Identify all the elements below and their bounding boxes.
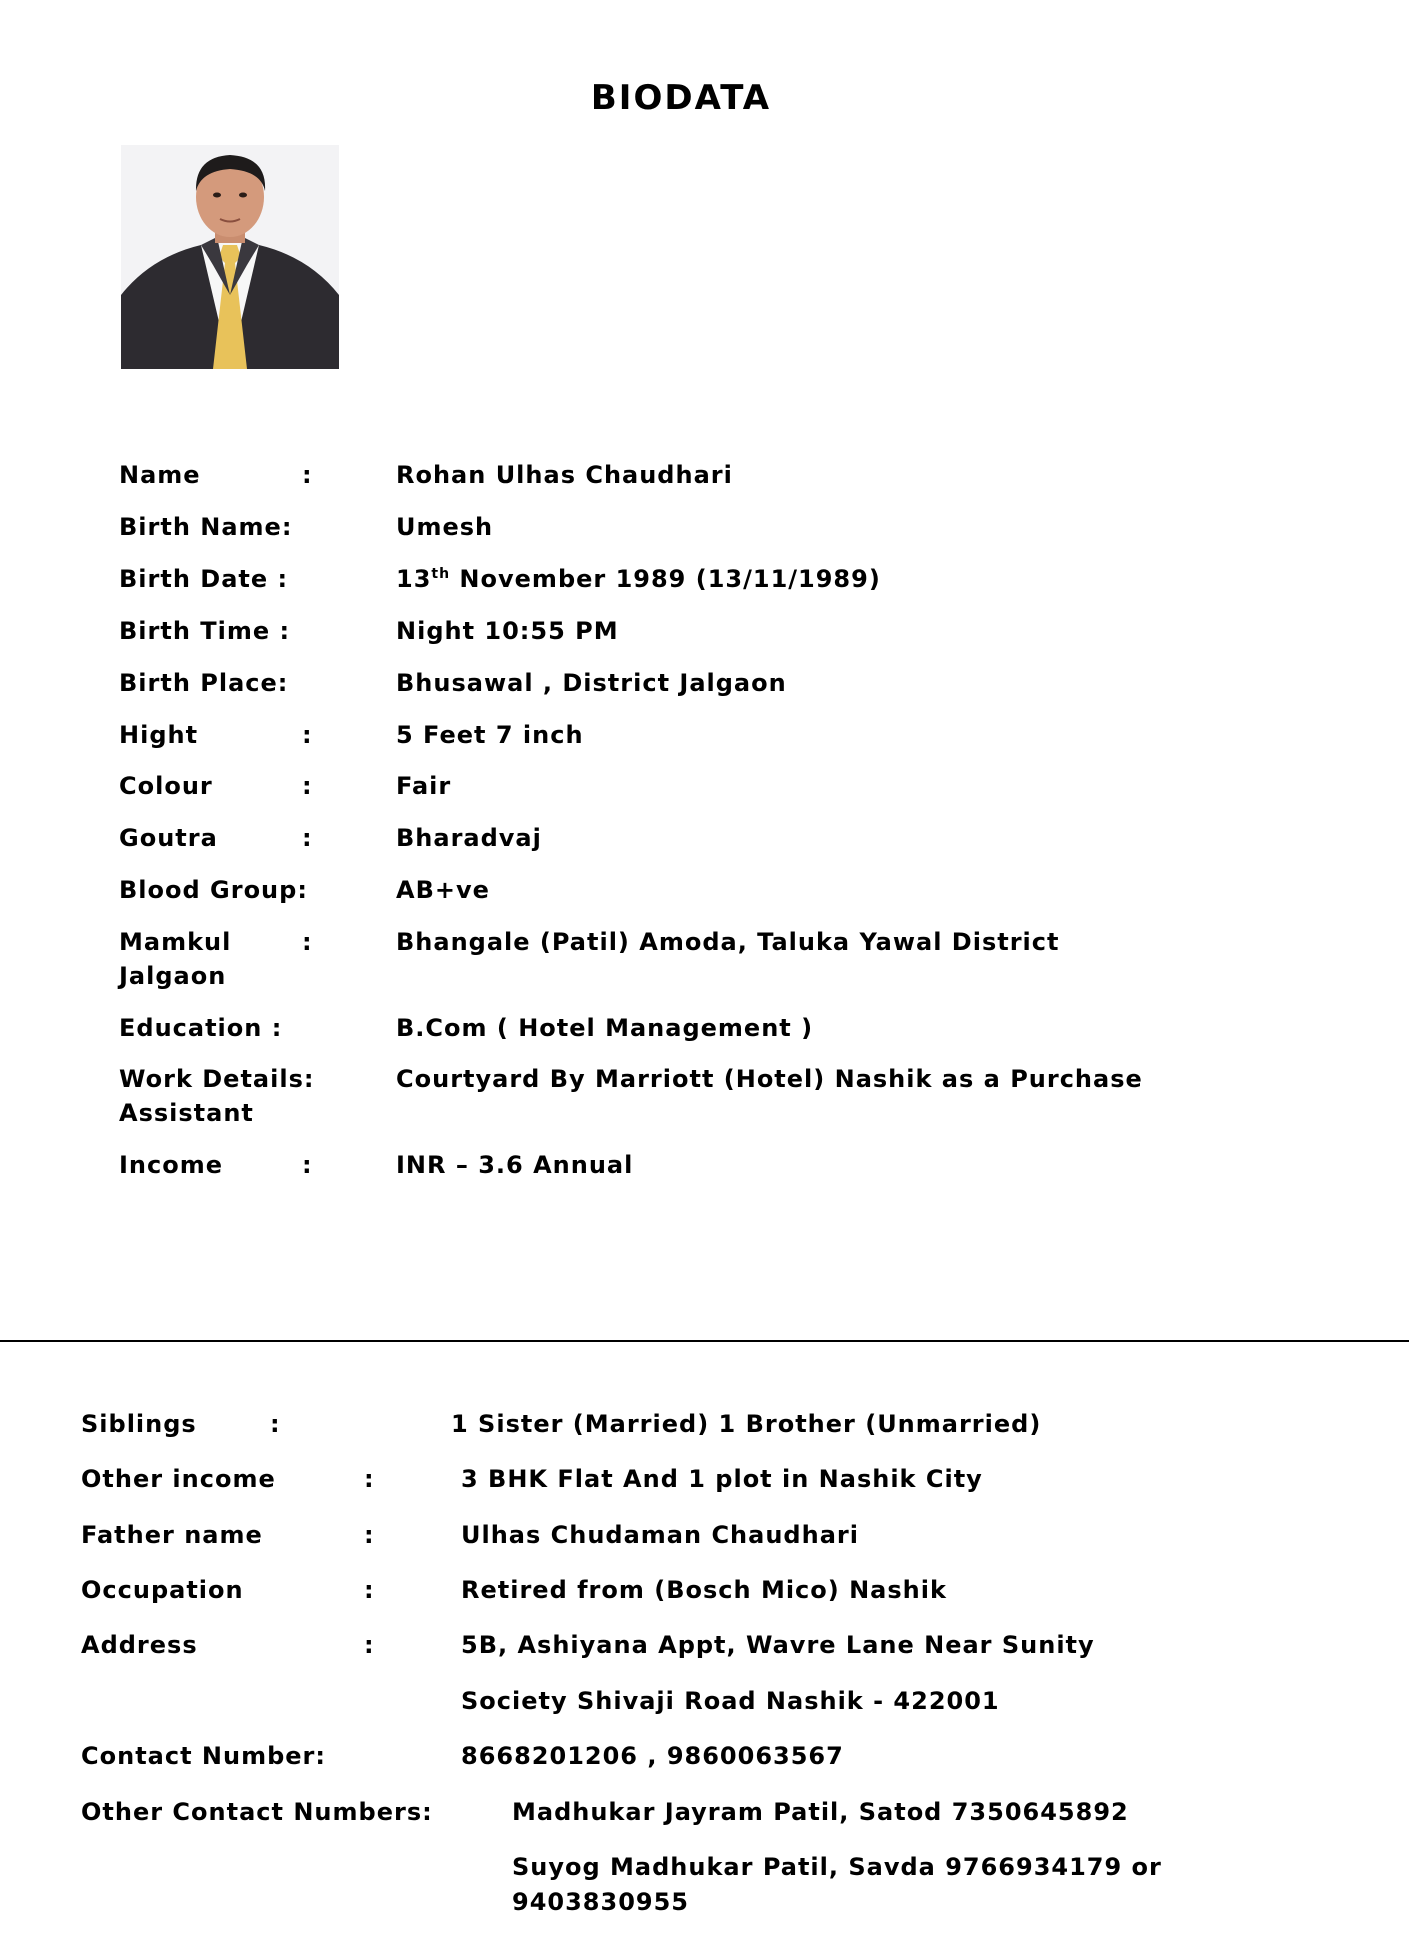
work-details-label: Work Details: bbox=[119, 1065, 315, 1093]
income-label: Income bbox=[119, 1151, 224, 1179]
education-value: B.Com ( Hotel Management ) bbox=[396, 1014, 814, 1042]
blood-group-value: AB+ve bbox=[396, 876, 490, 904]
income-colon: : bbox=[302, 1151, 313, 1179]
income-value: INR – 3.6 Annual bbox=[396, 1151, 634, 1179]
address-line1: 5B, Ashiyana Appt, Wavre Lane Near Sunity bbox=[461, 1631, 1095, 1659]
birth-date-rest: November 1989 (13/11/1989) bbox=[450, 565, 881, 593]
section-divider bbox=[0, 1340, 1409, 1342]
birth-place-value: Bhusawal , District Jalgaon bbox=[396, 669, 787, 697]
other-contacts-label: Other Contact Numbers: bbox=[81, 1798, 433, 1826]
father-name-colon: : bbox=[364, 1521, 375, 1549]
goutra-value: Bharadvaj bbox=[396, 824, 542, 852]
mamkul-colon: : bbox=[302, 928, 313, 956]
work-details-value: Courtyard By Marriott (Hotel) Nashik as a Purchase bbox=[396, 1065, 1143, 1093]
occupation-value: Retired from (Bosch Mico) Nashik bbox=[461, 1576, 947, 1604]
goutra-label: Goutra bbox=[119, 824, 218, 852]
profile-photo bbox=[121, 145, 339, 369]
colour-value: Fair bbox=[396, 772, 452, 800]
birth-date-value bbox=[396, 562, 881, 596]
name-label: Name bbox=[119, 461, 201, 489]
work-details-continuation: Assistant bbox=[119, 1099, 254, 1127]
other-income-value: 3 BHK Flat And 1 plot in Nashik City bbox=[461, 1465, 983, 1493]
birth-date-day: 13 bbox=[396, 565, 432, 593]
address-line2: Society Shivaji Road Nashik - 422001 bbox=[461, 1687, 1000, 1715]
father-name-label: Father name bbox=[81, 1521, 263, 1549]
birth-name-value: Umesh bbox=[396, 513, 494, 541]
height-label: Hight bbox=[119, 721, 199, 749]
other-income-colon: : bbox=[364, 1465, 375, 1493]
mamkul-label: Mamkul bbox=[119, 928, 232, 956]
siblings-colon: : bbox=[270, 1410, 281, 1438]
siblings-value: 1 Sister (Married) 1 Brother (Unmarried) bbox=[451, 1410, 1042, 1438]
page-title: BIODATA bbox=[590, 78, 772, 118]
height-value: 5 Feet 7 inch bbox=[396, 721, 584, 749]
person-portrait-photo-icon bbox=[121, 145, 339, 369]
height-colon: : bbox=[302, 721, 313, 749]
contact-number-value: 8668201206 , 9860063567 bbox=[461, 1742, 844, 1770]
birth-date-label: Birth Date : bbox=[119, 565, 289, 593]
mamkul-continuation: Jalgaon bbox=[119, 962, 227, 990]
occupation-label: Occupation bbox=[81, 1576, 244, 1604]
blood-group-label: Blood Group: bbox=[119, 876, 308, 904]
birth-name-label: Birth Name: bbox=[119, 513, 293, 541]
goutra-colon: : bbox=[302, 824, 313, 852]
address-label: Address bbox=[81, 1631, 198, 1659]
other-contacts-line2: Suyog Madhukar Patil, Savda 9766934179 or bbox=[512, 1853, 1162, 1881]
mamkul-value: Bhangale (Patil) Amoda, Taluka Yawal District bbox=[396, 928, 1060, 956]
birth-time-label: Birth Time : bbox=[119, 617, 291, 645]
name-colon: : bbox=[302, 461, 313, 489]
birth-time-value: Night 10:55 PM bbox=[396, 617, 619, 645]
address-colon: : bbox=[364, 1631, 375, 1659]
other-income-label: Other income bbox=[81, 1465, 276, 1493]
colour-label: Colour bbox=[119, 772, 213, 800]
education-label: Education : bbox=[119, 1014, 283, 1042]
birth-place-label: Birth Place: bbox=[119, 669, 289, 697]
siblings-label: Siblings bbox=[81, 1410, 197, 1438]
father-name-value: Ulhas Chudaman Chaudhari bbox=[461, 1521, 859, 1549]
birth-date-suffix: th bbox=[431, 566, 451, 582]
name-value: Rohan Ulhas Chaudhari bbox=[396, 461, 733, 489]
other-contacts-line1: Madhukar Jayram Patil, Satod 7350645892 bbox=[512, 1798, 1129, 1826]
other-contacts-line3: 9403830955 bbox=[512, 1888, 689, 1916]
contact-number-label: Contact Number: bbox=[81, 1742, 326, 1770]
occupation-colon: : bbox=[364, 1576, 375, 1604]
colour-colon: : bbox=[302, 772, 313, 800]
